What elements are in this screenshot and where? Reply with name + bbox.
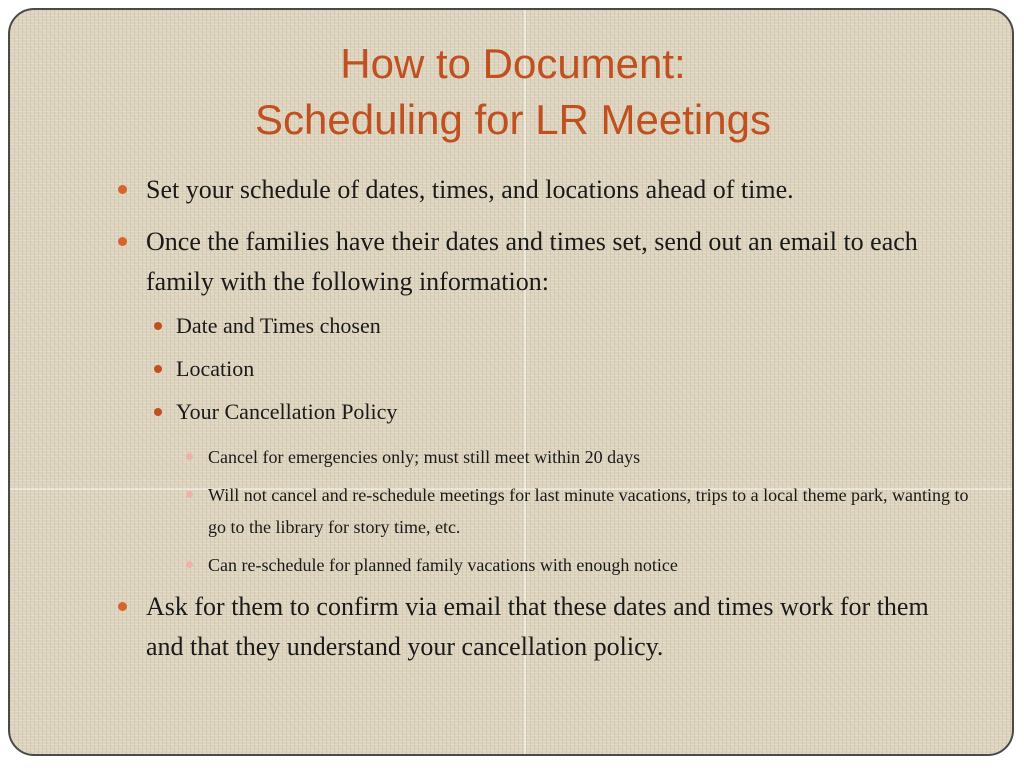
sub-bullet-text: Location [176,356,255,381]
slide-title-line-1: How to Document: [340,40,686,87]
sub-bullet-item [110,398,970,426]
slide-title [10,36,1014,148]
sub-sub-bullet-dot-icon [186,453,193,460]
slide-body [110,170,970,677]
sub-sub-bullet-dot-icon [186,491,193,498]
sub-sub-bullet-item [110,479,970,543]
bullet-text: Set your schedule of dates, times, and locations ahead of time. [146,175,794,204]
bullet-dot-icon [118,185,127,194]
bullet-item [110,587,970,667]
bullet-text: Ask for them to confirm via email that these dates and times work for them and that they understand your cancellation policy. [146,592,929,661]
sub-bullet-dot-icon [154,408,162,416]
sub-sub-bullet-text: Will not cancel and re-schedule meetings for last minute vacations, trips to a local theme park, wanting to go to the library for story time, etc. [208,485,969,537]
bullet-item [110,170,970,210]
sub-sub-bullet-item [110,441,970,473]
sub-sub-bullet-text: Cancel for emergencies only; must still meet within 20 days [208,447,641,467]
bullet-dot-icon [118,237,127,246]
bullet-text: Once the families have their dates and times set, send out an email to each family with the following information: [146,227,918,296]
sub-bullet-dot-icon [154,365,162,373]
sub-sub-bullet-text: Can re-schedule for planned family vacations with enough notice [208,555,678,575]
bullet-item [110,222,970,302]
sub-bullet-text: Date and Times chosen [176,313,381,338]
slide-title-line-2: Scheduling for LR Meetings [255,96,771,143]
sub-sub-bullet-dot-icon [186,561,193,568]
sub-bullet-item [110,312,970,340]
sub-bullet-item [110,355,970,383]
bullet-dot-icon [118,602,127,611]
sub-bullet-text: Your Cancellation Policy [176,399,398,424]
sub-bullet-dot-icon [154,322,162,330]
slide-frame [8,8,1014,756]
sub-sub-bullet-item [110,549,970,581]
